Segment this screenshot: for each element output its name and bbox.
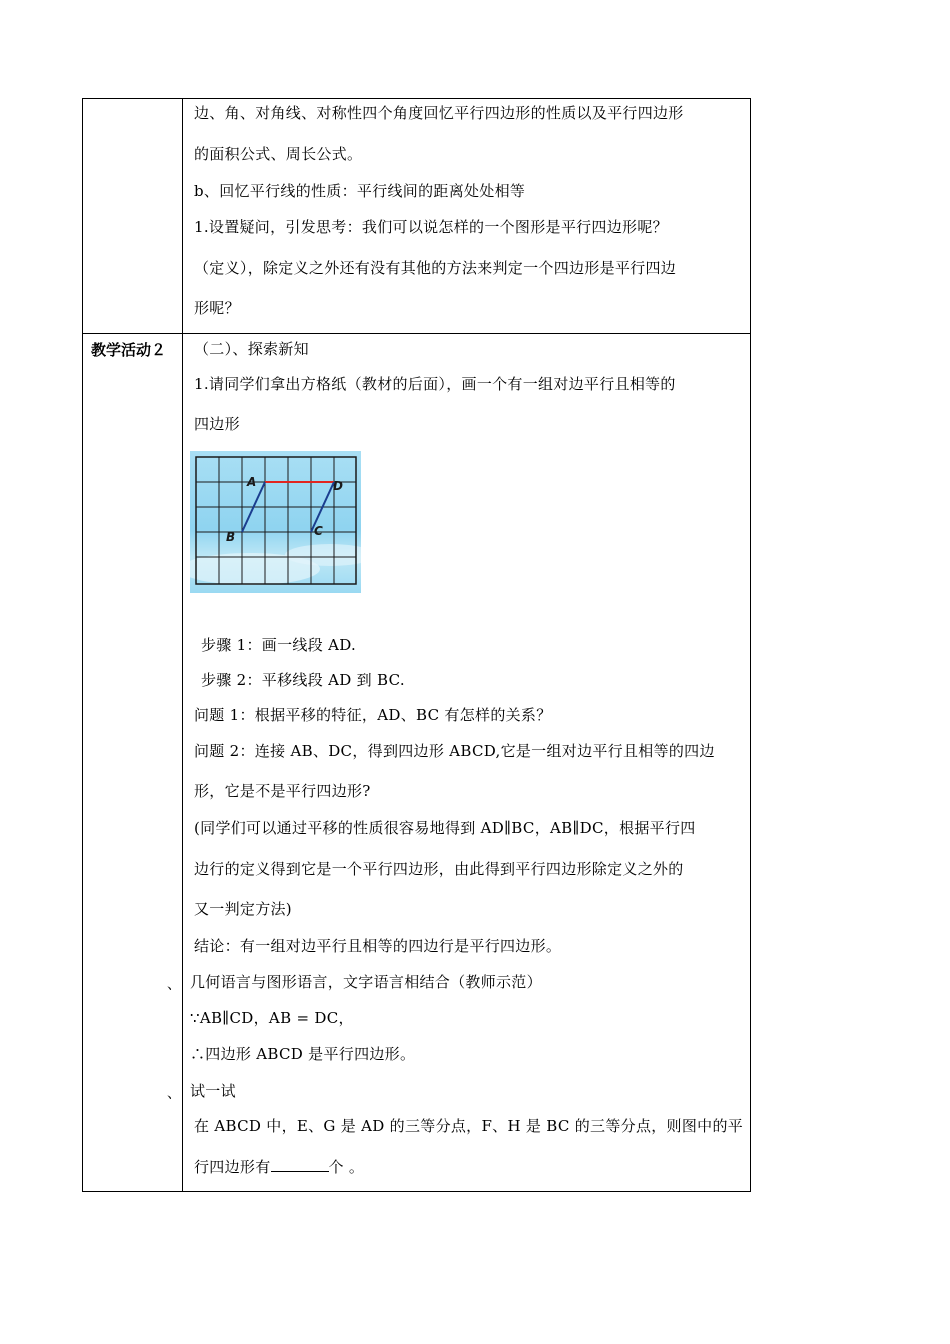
note-line: 边行的定义得到它是一个平行四边形，由此得到平行四边形除定义之外的 <box>194 860 684 878</box>
text-line: 四边形 <box>194 415 240 433</box>
list-mark: 、 <box>167 977 181 993</box>
section-heading: （二）、探索新知 <box>194 340 309 358</box>
row-divider <box>83 333 750 334</box>
note-line: 又一判定方法) <box>194 900 292 918</box>
step-1: 步骤 1：画一线段 AD. <box>201 636 357 654</box>
text-line: （定义），除定义之外还有没有其他的方法来判定一个四边形是平行四边 <box>194 259 677 277</box>
label-d: D <box>333 479 343 493</box>
question-2-line: 问题 2：连接 AB、DC，得到四边形 ABCD,它是一组对边平行且相等的四边 <box>194 742 715 760</box>
try-heading: 试一试 <box>190 1082 236 1100</box>
geometry-intro: 几何语言与图形语言，文字语言相结合（教师示范） <box>190 973 542 991</box>
exercise-line: 在 ABCD 中，E、G 是 AD 的三等分点，F、H 是 BC 的三等分点，则图中的平 <box>194 1117 744 1135</box>
because-line: ∵AB∥CD，AB = DC， <box>190 1009 354 1027</box>
text-line: 的面积公式、周长公式。 <box>194 145 363 163</box>
text-line: b、回忆平行线的性质：平行线间的距离处处相等 <box>194 182 526 200</box>
answer-blank <box>271 1157 329 1172</box>
label-a: A <box>247 475 257 489</box>
text-line: 1.请同学们拿出方格纸（教材的后面），画一个有一组对边平行且相等的 <box>194 375 676 393</box>
exercise-line-2 <box>194 1157 364 1177</box>
activity-label: 教学活动２ <box>91 341 167 359</box>
note-line: (同学们可以通过平移的性质很容易地得到 AD∥BC，AB∥DC，根据平行四 <box>194 819 696 837</box>
label-b: B <box>226 530 236 544</box>
question-1: 问题 1：根据平移的特征，AD、BC 有怎样的关系？ <box>194 706 552 724</box>
question-2-line: 形，它是不是平行四边形? <box>194 782 371 800</box>
exercise-text: 行四边形有 <box>194 1158 271 1176</box>
list-mark: 、 <box>167 1086 181 1102</box>
label-c: C <box>314 524 323 538</box>
lesson-table <box>82 98 751 1192</box>
text-line: 边、角、对角线、对称性四个角度回忆平行四边形的性质以及平行四边形 <box>194 104 684 122</box>
column-divider <box>182 99 183 1191</box>
step-2: 步骤 2：平移线段 AD 到 BC. <box>201 671 405 689</box>
therefore-line: ∴四边形 ABCD 是平行四边形。 <box>190 1045 416 1063</box>
conclusion: 结论：有一组对边平行且相等的四边行是平行四边形。 <box>194 937 562 955</box>
text-line: 形呢？ <box>194 299 240 317</box>
grid-figure <box>190 451 361 593</box>
text-line: 1.设置疑问，引发思考：我们可以说怎样的一个图形是平行四边形呢？ <box>194 218 668 236</box>
exercise-text: 个 。 <box>328 1158 365 1176</box>
